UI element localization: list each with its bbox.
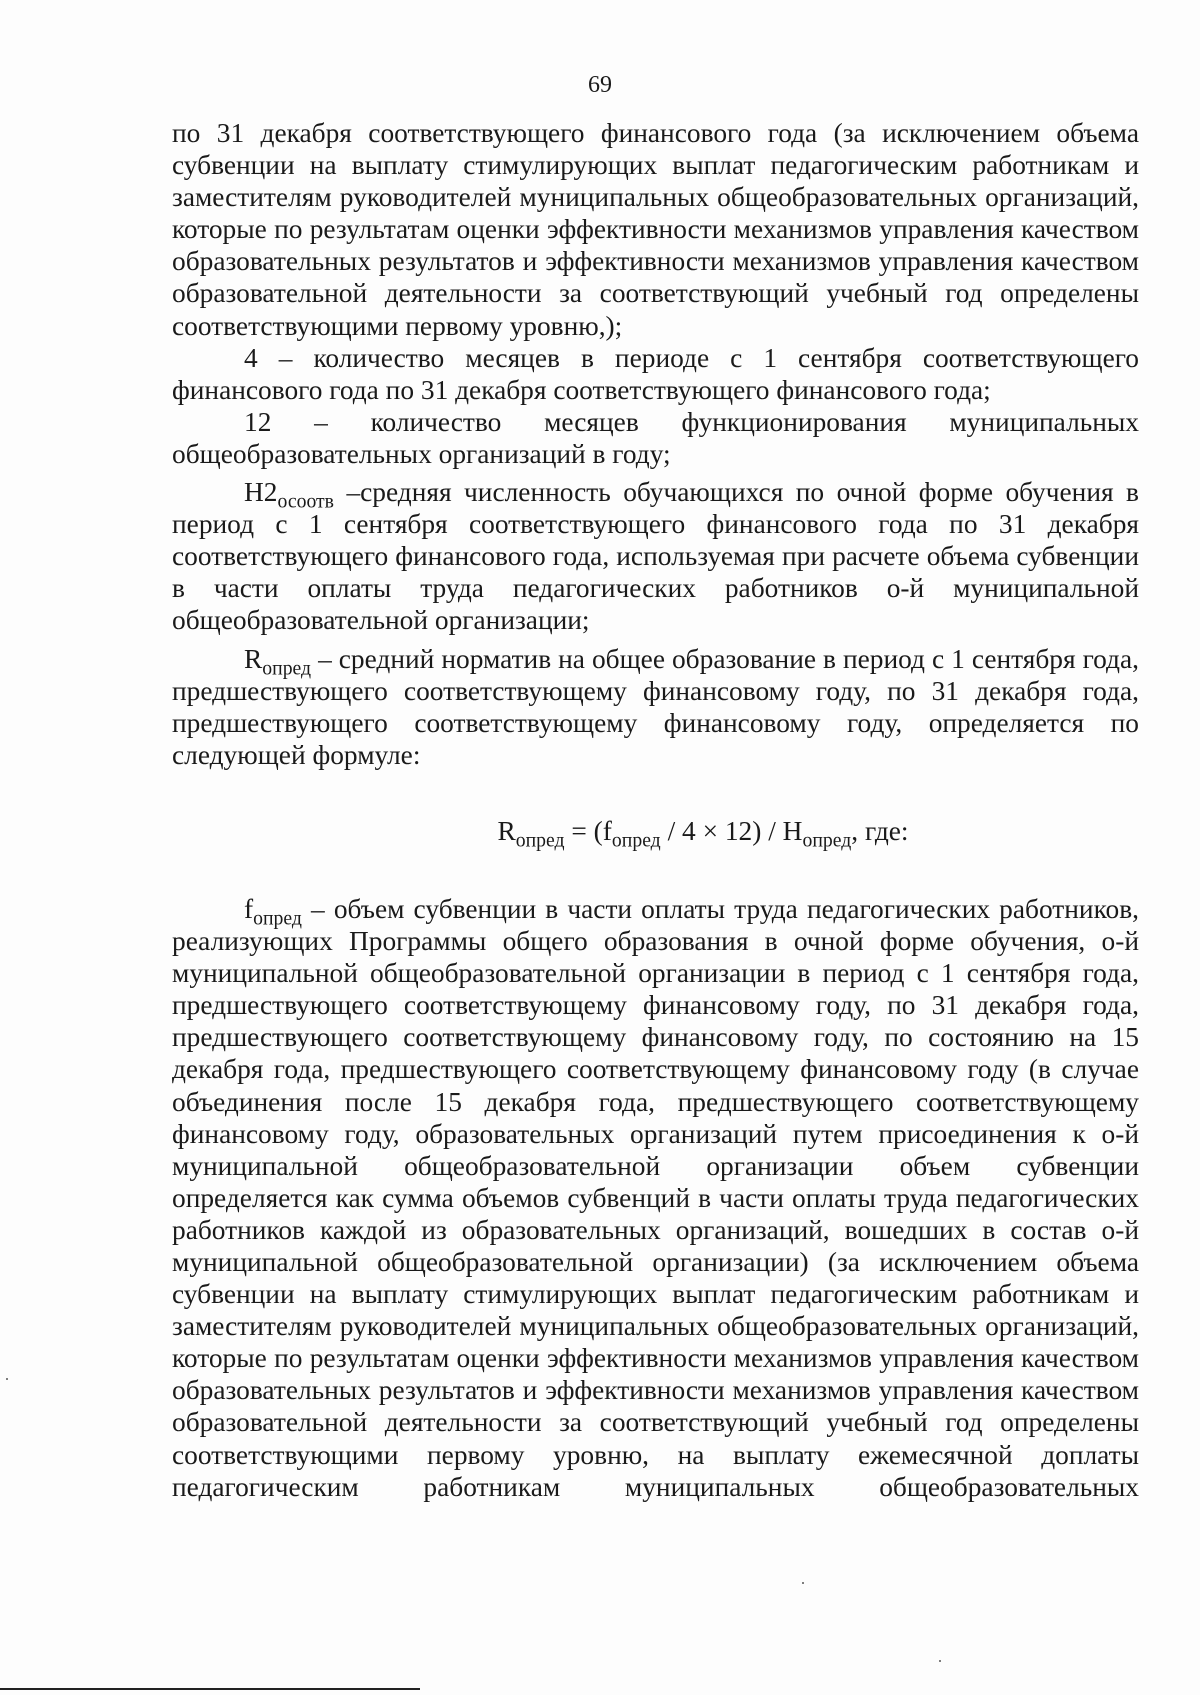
page-number: 69	[588, 72, 612, 98]
n2-text: –средняя численность обучающихся по очной форме обучения в период с 1 сентября соответствующего финансового года по 31 декабря соответствующего финансового года, используемая при расчете объема субвенции в части оплаты труда педагогических работников о-й муниципальной общеобразовательной организации;	[172, 477, 1139, 636]
f-subscript: опред	[253, 907, 302, 930]
r-text: – средний норматив на общее образование в период с 1 сентября года, предшествующего соответствующему финансовому году, по 31 декабря года, предшествующего соответствующему финансовому году, определяется по следующей формуле:	[172, 643, 1139, 770]
scan-speck	[939, 1660, 941, 1662]
formula-tail: , где:	[851, 815, 909, 846]
f-text: – объем субвенции в части оплаты труда педагогических работников, реализующих Программы общего образования в очной форме обучения, о-й муниципальной общеобразовательной организации в период с 1 сентября года, предшествующего соответствующему финансовому году, по 31 декабря года, предшествующего соответствующему финансовому году, по состоянию на 15 декабря года, предшествующего соответствующему финансовому году (в случае объединения после 15 декабря года, предшествующего соответствующему финансовому году, образовательных организаций путем присоединения к о-й муниципальной общеобразовательной организации объем субвенции определяется как сумма объемов субвенций в части оплаты труда педагогических работников каждой из образовательных организаций, вошедших в состав о-й муниципальной общеобразовательной организации) (за исключением объема субвенции на выплату стимулирующих выплат педагогическим работникам и заместителям руководителей муниципальных общеобразовательных организаций, которые по результатам оценки эффективности механизмов управления качеством образовательных результатов и эффективности механизмов управления качеством образовательной деятельности за соответствующий учебный год определены соответствующими первому уровню, на выплату ежемесячной доплаты педагогическим работникам муниципальных общеобразовательных	[172, 893, 1139, 1502]
paragraph-twelve-months: 12 – количество месяцев функционирования муниципальных общеобразовательных организаций в году;	[172, 406, 1139, 469]
scan-speck	[6, 1378, 8, 1380]
formula-lhs-symbol: R	[497, 815, 516, 846]
formula-f-sub: опред	[611, 829, 661, 852]
paragraph-four-months: 4 – количество месяцев в периоде с 1 сентября соответствующего финансового года по 31 декабря соответствующего финансового года;	[172, 342, 1139, 405]
formula-eq-open: = (f	[564, 815, 612, 846]
f-symbol: f	[244, 893, 254, 924]
scan-speck	[802, 1582, 804, 1584]
formula-n-sub: опред	[802, 829, 852, 852]
paragraph-continuation: по 31 декабря соответствующего финансового года (за исключением объема субвенции на выплату стимулирующих выплат педагогическим работникам и заместителям руководителей муниципальных общеобразовательных организаций, которые по результатам оценки эффективности механизмов управления качеством образовательных результатов и эффективности механизмов управления качеством образовательной деятельности за соответствующий учебный год определены соответствующими первому уровню,);	[172, 118, 1139, 341]
scan-edge-line	[0, 1688, 420, 1690]
paragraph-f-definition	[172, 893, 1139, 1503]
n2-symbol: Н2	[244, 477, 278, 508]
formula-r-opred	[172, 815, 1139, 852]
r-subscript: опред	[262, 656, 312, 679]
paragraph-n2-definition	[172, 476, 1139, 636]
r-symbol: R	[244, 643, 263, 674]
n2-subscript: осоотв	[277, 490, 334, 513]
body-text	[172, 117, 1139, 1503]
paragraph-r-definition	[172, 643, 1139, 771]
formula-middle: / 4 × 12) / Н	[660, 815, 803, 846]
formula-lhs-sub: опред	[515, 829, 565, 852]
